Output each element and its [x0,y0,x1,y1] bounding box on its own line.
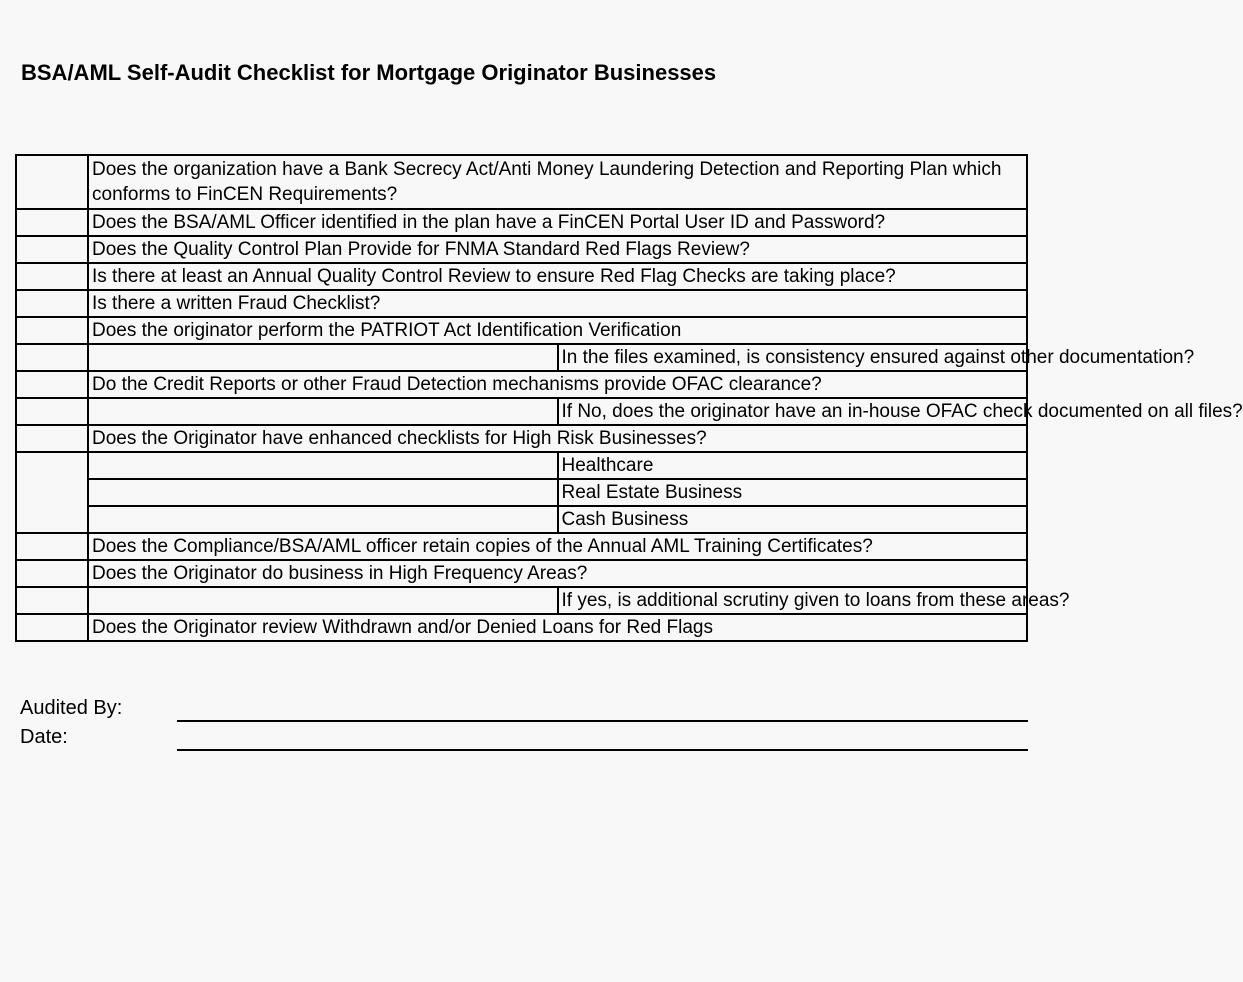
checklist-question: Is there at least an Annual Quality Control Review to ensure Red Flag Checks are taking place? [88,263,1027,290]
checklist-subrow [16,506,1027,533]
checklist-question: Does the BSA/AML Officer identified in the plan have a FinCEN Portal User ID and Password? [88,209,1027,236]
indent-cell [88,344,558,371]
checklist-subquestion: If No, does the originator have an in-house OFAC check documented on all files? [558,398,1028,425]
check-cell[interactable] [16,398,88,425]
checklist-subquestion: If yes, is additional scrutiny given to loans from these areas? [558,587,1028,614]
checklist-subrow [16,452,1027,479]
checklist-question: Is there a written Fraud Checklist? [88,290,1027,317]
check-cell[interactable] [16,425,88,452]
checklist-row [16,425,1027,452]
checklist-row [16,263,1027,290]
checklist-row [16,290,1027,317]
indent-cell [88,506,558,533]
check-cell[interactable] [16,290,88,317]
checklist-subrow [16,479,1027,506]
checklist-question: Does the originator perform the PATRIOT Act Identification Verification [88,317,1027,344]
check-cell[interactable] [16,209,88,236]
check-cell[interactable] [16,263,88,290]
check-cell[interactable] [16,317,88,344]
checklist-row [16,209,1027,236]
date-signature-line[interactable] [177,749,1028,751]
page-title: BSA/AML Self-Audit Checklist for Mortgage Originator Businesses [21,60,717,85]
indent-cell [88,479,558,506]
checklist-row [16,560,1027,587]
indent-cell [88,587,558,614]
check-cell[interactable] [16,614,88,641]
checklist-question: Do the Credit Reports or other Fraud Detection mechanisms provide OFAC clearance? [88,371,1027,398]
check-cell[interactable] [16,533,88,560]
checklist-question: Does the Compliance/BSA/AML officer retain copies of the Annual AML Training Certificates? [88,533,1027,560]
check-cell[interactable] [16,560,88,587]
checklist-row [16,317,1027,344]
checklist-subrow [16,398,1027,425]
check-cell[interactable] [16,155,88,209]
indent-cell [88,398,558,425]
checklist-row [16,371,1027,398]
indent-cell [88,452,558,479]
checklist-question: Does the Originator do business in High Frequency Areas? [88,560,1027,587]
checklist-subquestion: Healthcare [558,452,1028,479]
checklist-question: Does the Originator review Withdrawn and/or Denied Loans for Red Flags [88,614,1027,641]
checklist-table [15,154,1243,642]
checklist-row [16,614,1027,641]
checklist-subquestion: Cash Business [558,506,1028,533]
checklist-question: Does the organization have a Bank Secrecy Act/Anti Money Laundering Detection and Reporting Plan which conforms to FinCEN Requirements? [88,155,1027,209]
checklist-row [16,236,1027,263]
check-cell[interactable] [16,371,88,398]
checklist-question: Does the Originator have enhanced checklists for High Risk Businesses? [88,425,1027,452]
checklist-subquestion: In the files examined, is consistency ensured against other documentation? [558,344,1028,371]
check-cell[interactable] [16,452,88,533]
checklist-subrow [16,344,1027,371]
checklist-row [16,533,1027,560]
checklist-row [16,155,1027,209]
audited-by-label: Audited By: [20,697,123,719]
check-cell[interactable] [16,344,88,371]
check-cell[interactable] [16,236,88,263]
check-cell[interactable] [16,587,88,614]
checklist-subquestion: Real Estate Business [558,479,1028,506]
checklist-question: Does the Quality Control Plan Provide for FNMA Standard Red Flags Review? [88,236,1027,263]
checklist-subrow [16,587,1027,614]
date-label: Date: [20,726,68,748]
audited-by-signature-line[interactable] [177,720,1028,722]
